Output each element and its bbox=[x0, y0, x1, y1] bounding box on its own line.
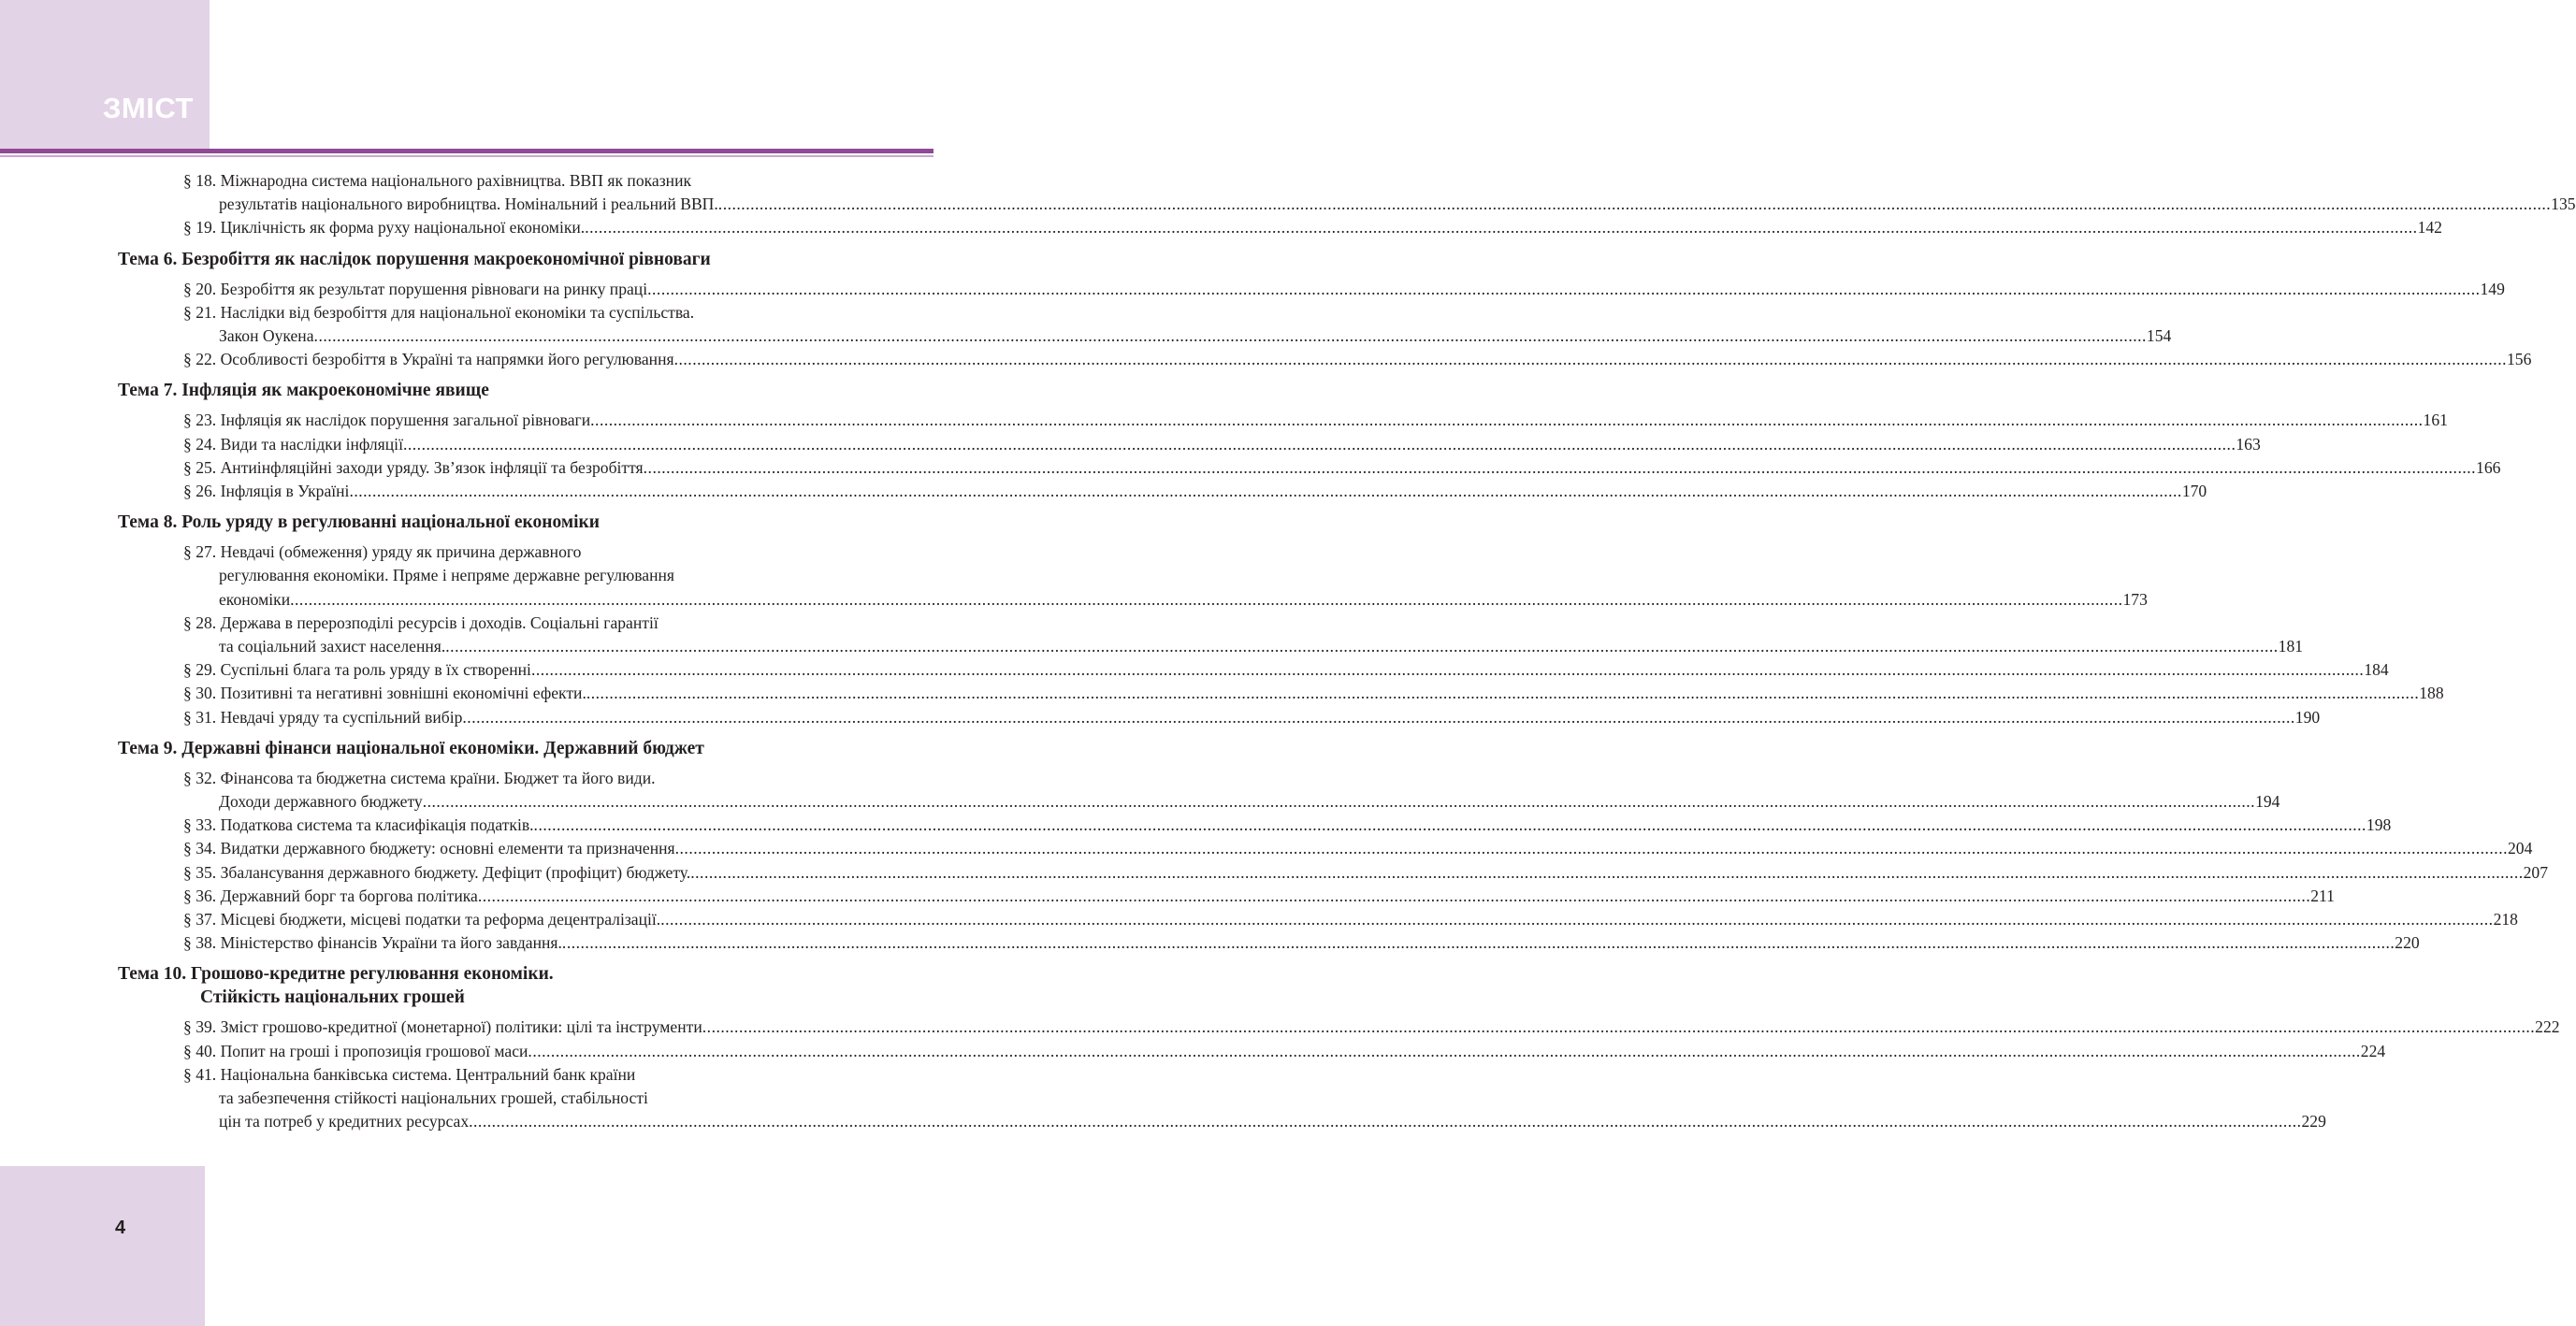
toc-entry[interactable] bbox=[183, 706, 2321, 729]
toc-page-number: 149 bbox=[2480, 279, 2505, 298]
toc-leader-dots: ................................................................................................................................................................................................................................................................................................................................................................................................................ bbox=[469, 1112, 2302, 1131]
toc-page-number: 218 bbox=[2493, 910, 2518, 930]
toc-entry[interactable] bbox=[183, 658, 2389, 682]
toc-entry-line: регулювання економіки. Пряме і непряме державне регулювання bbox=[219, 566, 675, 585]
toc-leader-dots: ................................................................................................................................................................................................................................................................................................................................................................................................................ bbox=[533, 815, 2366, 835]
toc-leader-dots: ................................................................................................................................................................................................................................................................................................................................................................................................................ bbox=[702, 1017, 2536, 1037]
header-rule-thin bbox=[0, 155, 933, 157]
toc-page-number: 198 bbox=[2366, 815, 2392, 835]
toc-entry-title: § 39. Зміст грошово-кредитної (монетарної) політики: цілі та інструменти bbox=[183, 1017, 702, 1037]
toc-entry-title: § 24. Види та наслідки інфляції bbox=[183, 434, 403, 454]
header-block bbox=[0, 0, 210, 150]
toc-entry-title: цін та потреб у кредитних ресурсах bbox=[219, 1112, 470, 1131]
toc-entry[interactable] bbox=[183, 278, 2505, 301]
toc-entry-line: § 41. Національна банківська система. Центральний банк країни bbox=[183, 1064, 636, 1084]
toc-entry-title: § 25. Антиінфляційні заходи уряду. Зв’язок інфляції та безробіття bbox=[183, 457, 644, 477]
toc-page-number: 184 bbox=[2364, 660, 2389, 680]
toc-entry[interactable] bbox=[183, 908, 2518, 931]
toc-entry[interactable] bbox=[183, 612, 2304, 658]
toc-topic-line: Тема 9. Державні фінанси національної економіки. Державний бюджет bbox=[118, 738, 704, 758]
toc-page-number: 211 bbox=[2310, 886, 2335, 905]
toc-entry[interactable] bbox=[183, 216, 2442, 239]
toc-entry[interactable] bbox=[183, 480, 2207, 503]
toc-entry[interactable] bbox=[183, 301, 2172, 348]
toc-page-number: 204 bbox=[2508, 839, 2533, 858]
toc-page-number: 181 bbox=[2278, 637, 2304, 656]
toc-entry[interactable] bbox=[183, 540, 2148, 612]
toc-leader-dots: ................................................................................................................................................................................................................................................................................................................................................................................................................ bbox=[585, 218, 2418, 238]
toc-topic-line: Стійкість національних грошей bbox=[200, 987, 465, 1008]
toc-page-number: 170 bbox=[2181, 482, 2207, 501]
toc-leader-dots: ................................................................................................................................................................................................................................................................................................................................................................................................................ bbox=[445, 637, 2279, 656]
page-title: ЗМІСТ bbox=[103, 92, 194, 124]
toc-page-number: 194 bbox=[2255, 792, 2280, 812]
toc-entry-title: § 29. Суспільні блага та роль уряду в їх створенні bbox=[183, 660, 531, 680]
toc-entry-title: § 36. Державний борг та боргова політика bbox=[183, 886, 478, 905]
toc-leader-dots: ................................................................................................................................................................................................................................................................................................................................................................................................................ bbox=[349, 482, 2182, 501]
toc-entry[interactable] bbox=[183, 885, 2335, 908]
toc-leader-dots: ................................................................................................................................................................................................................................................................................................................................................................................................................ bbox=[530, 660, 2365, 680]
toc-leader-dots: ................................................................................................................................................................................................................................................................................................................................................................................................................ bbox=[528, 1041, 2361, 1060]
toc-leader-dots: ................................................................................................................................................................................................................................................................................................................................................................................................................ bbox=[290, 589, 2123, 609]
toc-entry[interactable] bbox=[183, 814, 2392, 837]
toc-entry-line: § 21. Наслідки від безробіття для національної економіки та суспільства. bbox=[183, 302, 695, 322]
toc-entry[interactable] bbox=[183, 931, 2420, 955]
toc-leader-dots: ................................................................................................................................................................................................................................................................................................................................................................................................................ bbox=[643, 457, 2477, 477]
toc-page-number: 173 bbox=[2122, 589, 2148, 609]
toc-leader-dots: ................................................................................................................................................................................................................................................................................................................................................................................................................ bbox=[690, 862, 2524, 882]
toc-leader-dots: ................................................................................................................................................................................................................................................................................................................................................................................................................ bbox=[717, 195, 2552, 214]
toc-leader-dots: ................................................................................................................................................................................................................................................................................................................................................................................................................ bbox=[462, 707, 2295, 727]
toc-page-number: 229 bbox=[2301, 1112, 2326, 1131]
toc-topic-line: Тема 7. Інфляція як макроекономічне явище bbox=[118, 381, 489, 401]
toc-entry-title: § 33. Податкова система та класифікація податків. bbox=[183, 815, 534, 835]
toc-entry-title: § 26. Інфляція в Україні bbox=[183, 482, 350, 501]
toc-entry-title: § 35. Збалансування державного бюджету. Дефіцит (профіцит) бюджету. bbox=[183, 862, 691, 882]
toc-topic-heading bbox=[118, 248, 810, 271]
toc-topic-heading bbox=[118, 379, 810, 402]
toc-leader-dots: ................................................................................................................................................................................................................................................................................................................................................................................................................ bbox=[590, 411, 2424, 430]
toc-leader-dots: ................................................................................................................................................................................................................................................................................................................................................................................................................ bbox=[586, 684, 2420, 703]
toc-entry-title: § 40. Попит на гроші і пропозиція грошової маси bbox=[183, 1041, 528, 1060]
toc-leader-dots: ................................................................................................................................................................................................................................................................................................................................................................................................................ bbox=[674, 839, 2508, 858]
toc-entry[interactable] bbox=[183, 1063, 2326, 1134]
toc-entry-title: Доходи державного бюджету bbox=[219, 792, 423, 812]
toc-entry-title: § 34. Видатки державного бюджету: основні елементи та призначення bbox=[183, 839, 675, 858]
toc-entry[interactable] bbox=[183, 861, 2549, 885]
toc-entry-title: § 30. Позитивні та негативні зовнішні економічні ефекти. bbox=[183, 684, 586, 703]
toc-entry-title: економіки bbox=[219, 589, 291, 609]
toc-page-number: 222 bbox=[2535, 1017, 2560, 1037]
toc-entry-title: та соціальний захист населення. bbox=[219, 637, 446, 656]
toc-leader-dots: ................................................................................................................................................................................................................................................................................................................................................................................................................ bbox=[402, 434, 2236, 454]
toc-entry-line: § 27. Невдачі (обмеження) уряду як причина державного bbox=[183, 542, 582, 562]
toc-page-number: 207 bbox=[2523, 862, 2549, 882]
toc-entry-title: § 23. Інфляція як наслідок порушення загальної рівноваги bbox=[183, 411, 591, 430]
header-rule bbox=[0, 149, 933, 153]
toc-page-number: 135 bbox=[2551, 195, 2576, 214]
footer-block bbox=[0, 1166, 205, 1326]
toc-page-number: 154 bbox=[2146, 326, 2172, 346]
toc-topic-line: Тема 10. Грошово-кредитне регулювання економіки. bbox=[118, 964, 554, 985]
toc-entry-line: § 28. Держава в перерозподілі ресурсів і доходів. Соціальні гарантії bbox=[183, 613, 658, 632]
toc-entry-line: та забезпечення стійкості національних грошей, стабільності bbox=[219, 1088, 648, 1108]
page-number: 4 bbox=[115, 1218, 126, 1238]
toc-entry[interactable] bbox=[183, 1040, 2386, 1063]
table-of-contents bbox=[0, 169, 2576, 1134]
toc-entry-title: результатів національного виробництва. Номінальний і реальний ВВП. bbox=[219, 195, 718, 214]
toc-page-number: 190 bbox=[2294, 707, 2321, 727]
toc-topic-line: Тема 6. Безробіття як наслідок порушення макроекономічної рівноваги bbox=[118, 249, 711, 269]
toc-entry[interactable] bbox=[183, 456, 2501, 480]
toc-entry-title: § 22. Особливості безробіття в Україні та напрямки його регулювання bbox=[183, 350, 674, 369]
toc-entry-title: § 20. Безробіття як результат порушення рівноваги на ринку праці bbox=[183, 279, 648, 298]
toc-leader-dots: ................................................................................................................................................................................................................................................................................................................................................................................................................ bbox=[660, 910, 2494, 930]
toc-leader-dots: ................................................................................................................................................................................................................................................................................................................................................................................................................ bbox=[561, 933, 2395, 953]
toc-leader-dots: ................................................................................................................................................................................................................................................................................................................................................................................................................ bbox=[673, 350, 2507, 369]
toc-page-number: 224 bbox=[2360, 1041, 2386, 1060]
toc-topic-line: Тема 8. Роль уряду в регулюванні національної економіки bbox=[118, 512, 601, 533]
toc-topic-heading bbox=[118, 737, 810, 760]
toc-entry[interactable] bbox=[183, 169, 2576, 216]
toc-entry[interactable] bbox=[183, 433, 2261, 456]
toc-entry[interactable] bbox=[183, 1016, 2560, 1039]
toc-topic-heading bbox=[118, 962, 810, 1009]
toc-page-number: 156 bbox=[2506, 350, 2532, 369]
toc-entry-line: § 18. Міжнародна система національного рахівництва. ВВП як показник bbox=[183, 171, 692, 190]
toc-entry-title: § 31. Невдачі уряду та суспільний вибір bbox=[183, 707, 463, 727]
toc-leader-dots: ................................................................................................................................................................................................................................................................................................................................................................................................................ bbox=[477, 886, 2311, 905]
toc-entry[interactable] bbox=[183, 837, 2533, 860]
toc-entry-line: § 32. Фінансова та бюджетна система країни. Бюджет та його види. bbox=[183, 768, 656, 787]
toc-page-number: 161 bbox=[2423, 411, 2448, 430]
toc-entry-title: § 37. Місцеві бюджети, місцеві податки та реформа децентралізації. bbox=[183, 910, 661, 930]
toc-entry[interactable] bbox=[183, 409, 2448, 432]
toc-entry[interactable] bbox=[183, 682, 2444, 705]
toc-entry-title: Закон Оукена bbox=[219, 326, 314, 346]
toc-leader-dots: ................................................................................................................................................................................................................................................................................................................................................................................................................ bbox=[647, 279, 2481, 298]
toc-topic-heading bbox=[118, 511, 810, 534]
toc-page-number: 220 bbox=[2395, 933, 2420, 953]
toc-page-number: 188 bbox=[2419, 684, 2444, 703]
toc-page-number: 163 bbox=[2236, 434, 2261, 454]
toc-entry-title: § 19. Циклічність як форма руху національної економіки. bbox=[183, 218, 586, 238]
toc-page-number: 166 bbox=[2476, 457, 2501, 477]
toc-leader-dots: ................................................................................................................................................................................................................................................................................................................................................................................................................ bbox=[313, 326, 2147, 346]
toc-entry-title: § 38. Міністерство фінансів України та його завдання. bbox=[183, 933, 562, 953]
toc-leader-dots: ................................................................................................................................................................................................................................................................................................................................................................................................................ bbox=[422, 792, 2256, 812]
toc-entry[interactable] bbox=[183, 348, 2532, 371]
toc-entry[interactable] bbox=[183, 767, 2280, 814]
toc-page-number: 142 bbox=[2417, 218, 2442, 238]
